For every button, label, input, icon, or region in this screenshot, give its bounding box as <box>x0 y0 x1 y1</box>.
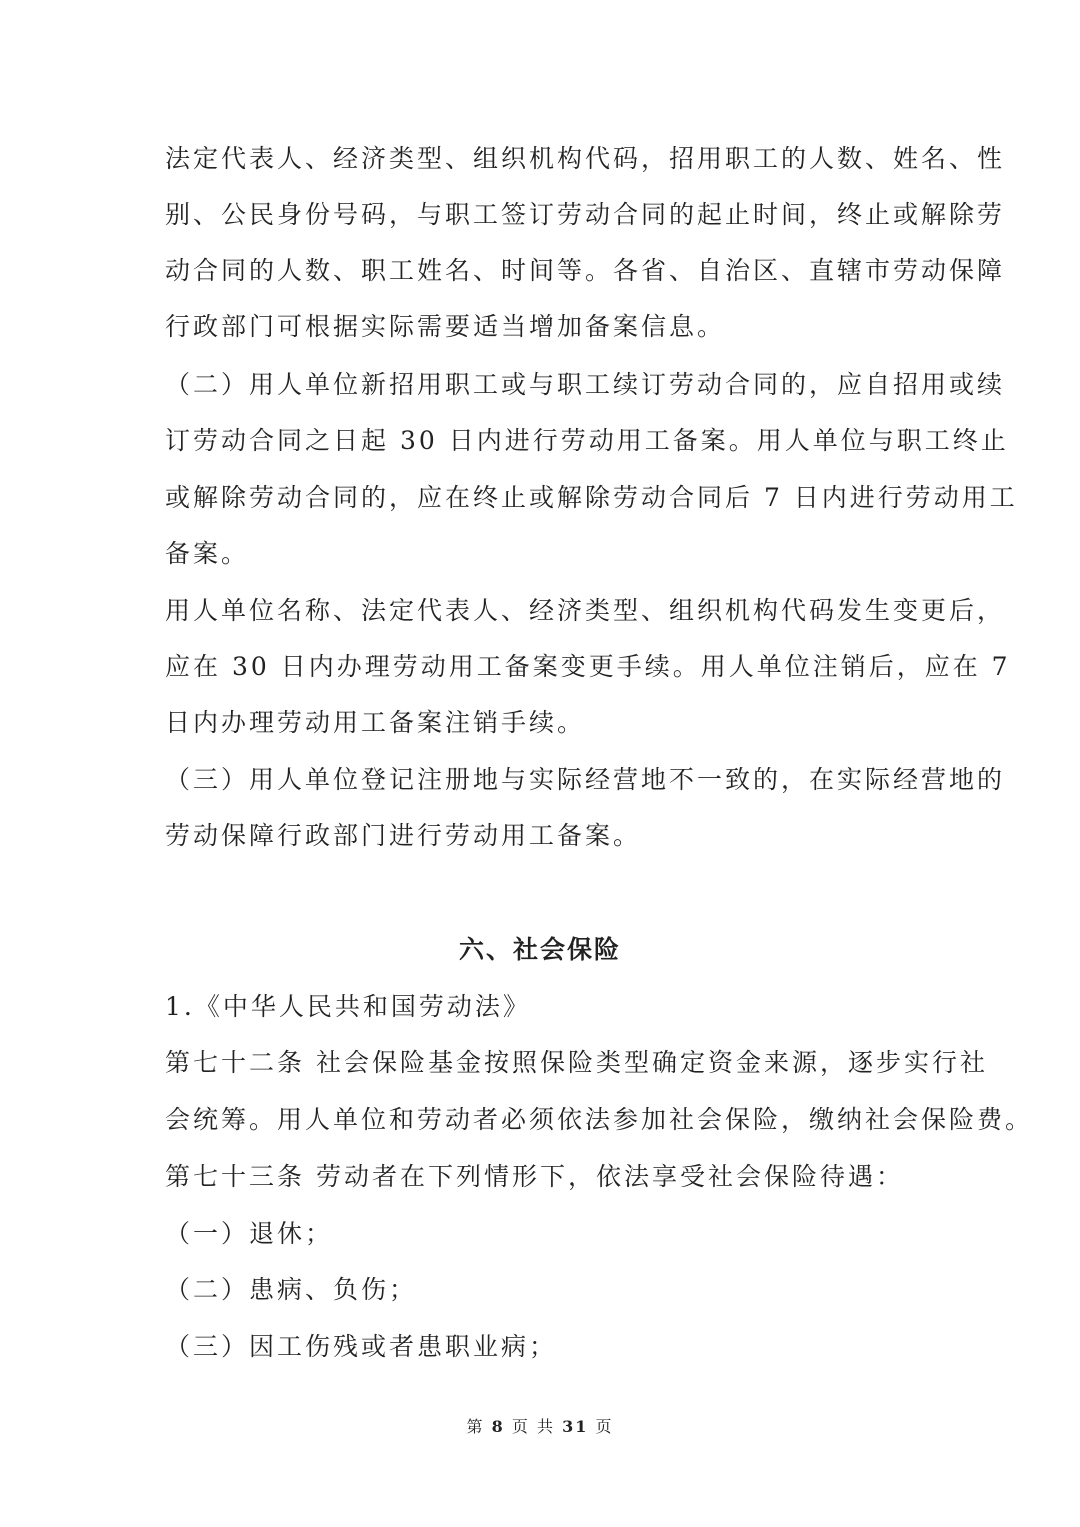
body-line: 应在 30 日内办理劳动用工备案变更手续。用人单位注销后，应在 7 <box>165 652 1011 681</box>
footer-page-number: 8 <box>491 1417 505 1436</box>
section-line: 1.《中华人民共和国劳动法》 <box>165 992 531 1021</box>
body-line: 行政部门可根据实际需要适当增加备案信息。 <box>165 312 726 341</box>
section-heading: 六、社会保险 <box>458 935 621 964</box>
body-line: （三）用人单位登记注册地与实际经营地不一致的，在实际经营地的 <box>165 765 1006 794</box>
body-line: 或解除劳动合同的，应在终止或解除劳动合同后 7 日内进行劳动用工 <box>165 483 1018 512</box>
section-line: （一）退休； <box>165 1219 334 1248</box>
footer-middle: 页 共 <box>511 1417 555 1436</box>
body-line: 劳动保障行政部门进行劳动用工备案。 <box>165 821 642 850</box>
section-line: 第七十二条 社会保险基金按照保险类型确定资金来源，逐步实行社 <box>165 1048 988 1077</box>
section-line: 第七十三条 劳动者在下列情形下，依法享受社会保险待遇： <box>165 1162 904 1191</box>
body-line: 日内办理劳动用工备案注销手续。 <box>165 708 586 737</box>
footer-total-pages: 31 <box>562 1417 589 1436</box>
body-line: 备案。 <box>165 539 250 568</box>
body-line: 别、公民身份号码，与职工签订劳动合同的起止时间，终止或解除劳 <box>165 200 1006 229</box>
footer-suffix: 页 <box>595 1417 614 1436</box>
body-line: 订劳动合同之日起 30 日内进行劳动用工备案。用人单位与职工终止 <box>165 426 1009 455</box>
section-line: （二）患病、负伤； <box>165 1275 418 1304</box>
section-line: 会统筹。用人单位和劳动者必须依法参加社会保险，缴纳社会保险费。 <box>165 1105 1034 1134</box>
body-line: 用人单位名称、法定代表人、经济类型、组织机构代码发生变更后， <box>165 596 1006 625</box>
page-footer <box>0 1415 1080 1439</box>
footer-prefix: 第 <box>466 1417 485 1436</box>
body-line: （二）用人单位新招用职工或与职工续订劳动合同的，应自招用或续 <box>165 370 1006 399</box>
section-line: （三）因工伤残或者患职业病； <box>165 1332 558 1361</box>
body-line: 法定代表人、经济类型、组织机构代码，招用职工的人数、姓名、性 <box>165 144 1006 173</box>
body-line: 动合同的人数、职工姓名、时间等。各省、自治区、直辖市劳动保障 <box>165 256 1006 285</box>
